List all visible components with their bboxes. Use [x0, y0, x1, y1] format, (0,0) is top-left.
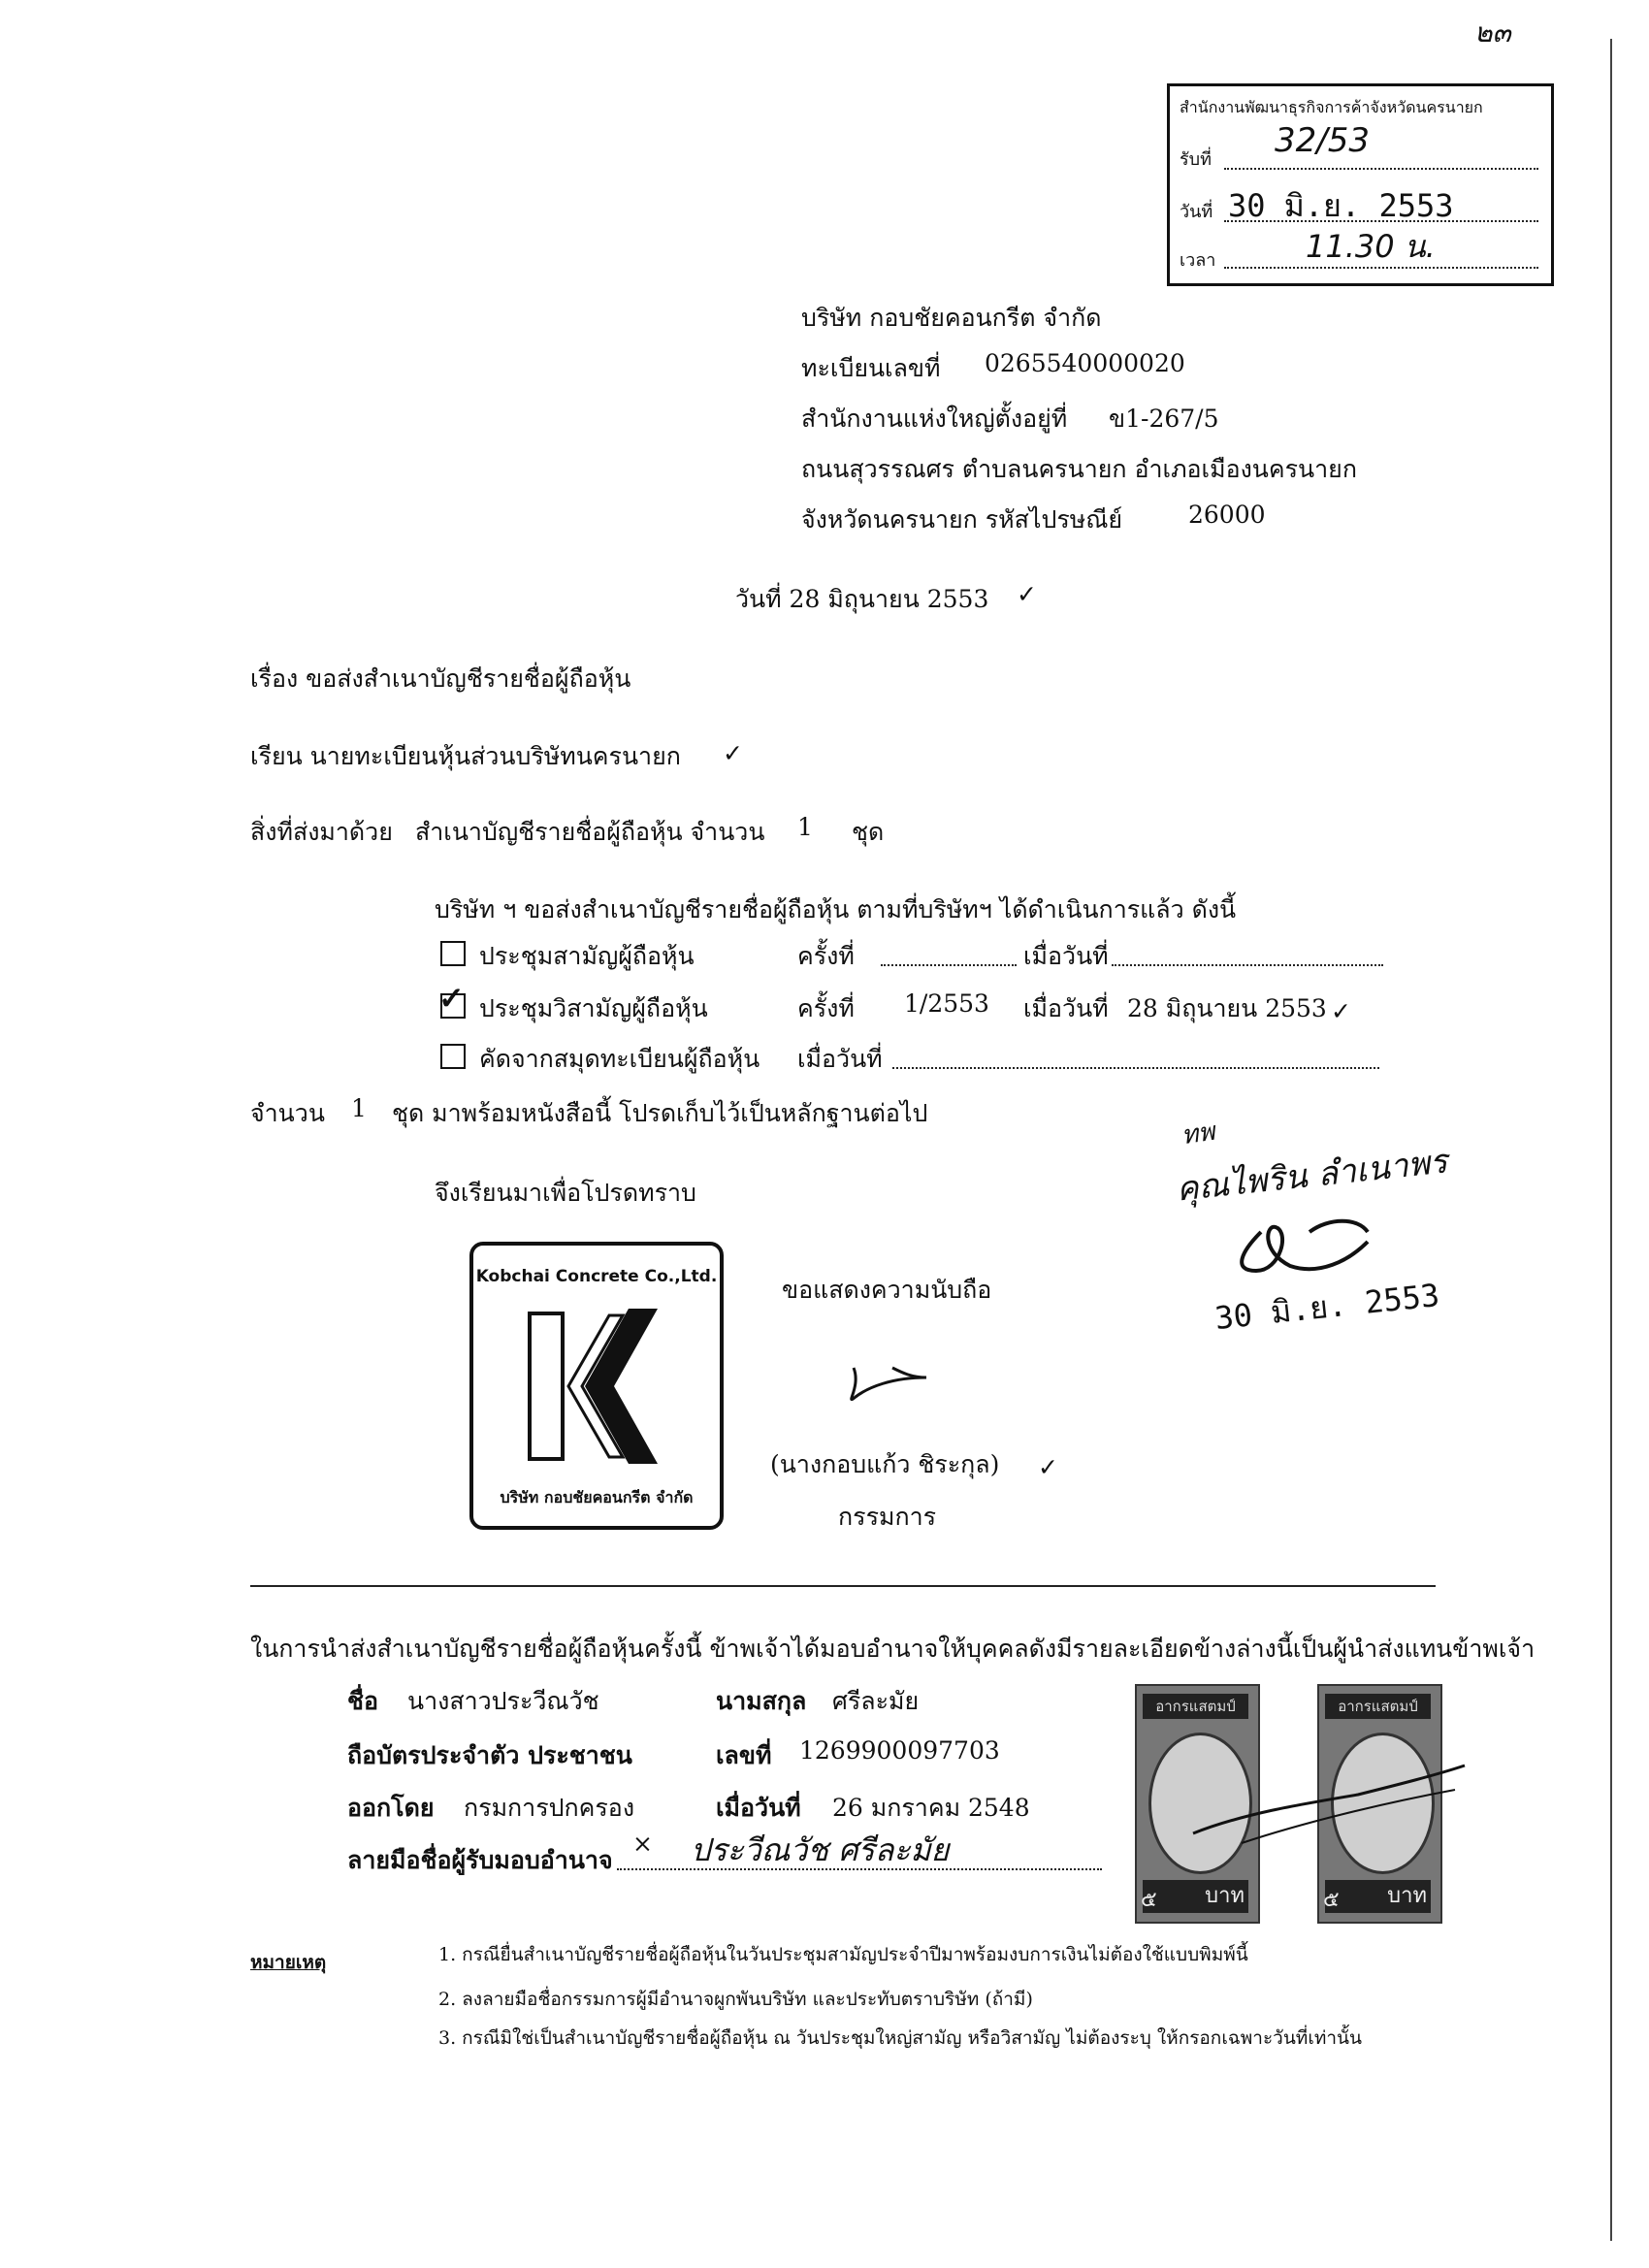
- receipt-received-label: รับที่: [1180, 149, 1212, 170]
- receipt-time: 11.30 น.: [1306, 228, 1436, 265]
- delegate-surname: ศรีละมัย: [832, 1687, 920, 1715]
- option-ordinary-label: ประชุมสามัญผู้ถือหุ้น: [479, 942, 695, 970]
- revenue-stamp-numeral: ๕: [1141, 1888, 1157, 1912]
- letter-date: วันที่ 28 มิถุนายน 2553: [735, 585, 989, 613]
- tick-mark: ✓: [1017, 580, 1037, 608]
- delegate-issued-by: กรมการปกครอง: [464, 1794, 635, 1822]
- option-extraordinary-date-label: เมื่อวันที่: [1023, 994, 1109, 1022]
- receipt-office: สำนักงานพัฒนาธุรกิจการค้าจังหวัดนครนายก: [1180, 98, 1483, 116]
- option-extraordinary-label: ประชุมวิสามัญผู้ถือหุ้น: [479, 994, 708, 1022]
- seal-top-text: Kobchai Concrete Co.,Ltd.: [475, 1267, 718, 1286]
- signatory-name: (นางกอบแก้ว ชิระกุล): [770, 1450, 1000, 1478]
- company-postal-code: 26000: [1188, 501, 1266, 529]
- option-ordinary-date-label: เมื่อวันที่: [1023, 942, 1109, 970]
- separator-line: [250, 1585, 1436, 1587]
- subject: เรื่อง ขอส่งสำเนาบัญชีรายชื่อผู้ถือหุ้น: [250, 664, 631, 693]
- handwritten-note-line2: คุณไพริน ลำเนาพร: [1174, 1142, 1450, 1210]
- check-mark-icon: ✓: [438, 980, 465, 1017]
- delegation-intro: ในการนำส่งสำเนาบัญชีรายชื่อผู้ถือหุ้นครั้งนี้ ข้าพเจ้าได้มอบอำนาจให้บุคคลดังมีรายละเอียดข้างล่างนี้เป็นผู้นำส่งแทนข้าพเจ้า: [250, 1635, 1536, 1663]
- stamp-cancellation-signature: [1183, 1746, 1474, 1863]
- closing: จึงเรียนมาเพื่อโปรดทราบ: [435, 1179, 696, 1207]
- tick-mark: ✓: [1038, 1453, 1058, 1481]
- delegate-issued-date: 26 มกราคม 2548: [832, 1794, 1030, 1822]
- signatory-title: กรรมการ: [838, 1503, 937, 1531]
- option-ordinary-time-label: ครั้งที่: [797, 942, 855, 970]
- company-seal: [469, 1242, 724, 1530]
- checkbox-register-copy[interactable]: [440, 1044, 466, 1069]
- tick-mark: ✓: [723, 739, 743, 767]
- delegate-signature-label: ลายมือชื่อผู้รับมอบอำนาจ: [347, 1846, 613, 1874]
- company-hq-no: ข1-267/5: [1109, 405, 1219, 433]
- kobchai-logo-icon: [522, 1304, 667, 1469]
- enclosure-text: สำเนาบัญชีรายชื่อผู้ถือหุ้น จำนวน: [415, 818, 765, 846]
- option-register-label: คัดจากสมุดทะเบียนผู้ถือหุ้น: [479, 1045, 760, 1073]
- recipient: เรียน นายทะเบียนหุ้นส่วนบริษัทนครนายก: [250, 742, 681, 770]
- receipt-received-no: 32/53: [1275, 121, 1370, 160]
- dotted-field: [881, 964, 1017, 966]
- handwritten-note-date: 30 มิ.ย. 2553: [1212, 1276, 1441, 1338]
- delegate-name-label: ชื่อ: [347, 1687, 378, 1715]
- handwritten-note-line1: ทพ: [1180, 1117, 1217, 1151]
- enclosure-unit: ชุด: [852, 818, 885, 846]
- enclosure-label: สิ่งที่ส่งมาด้วย: [250, 818, 393, 846]
- delegate-issued-date-label: เมื่อวันที่: [716, 1794, 801, 1822]
- revenue-stamp-head: อากรแสตมป์: [1325, 1694, 1431, 1719]
- company-hq-label: สำนักงานแห่งใหญ่ตั้งอยู่ที่: [801, 405, 1068, 433]
- notes-label: หมายเหตุ: [250, 1952, 327, 1973]
- revenue-stamp-head: อากรแสตมป์: [1143, 1694, 1248, 1719]
- option-extraordinary-date-value: 28 มิถุนายน 2553: [1127, 994, 1327, 1022]
- delegate-no-label: เลขที่: [716, 1741, 772, 1769]
- receipt-line: [1224, 168, 1538, 170]
- company-reg-no: 0265540000020: [985, 349, 1185, 377]
- director-signature: [834, 1348, 941, 1416]
- note-item: 1. กรณียื่นสำเนาบัญชีรายชื่อผู้ถือหุ้นในวันประชุมสามัญประจำปีมาพร้อมงบการเงินไม่ต้องใช้แบบพิมพ์นี้: [438, 1944, 1248, 1965]
- option-extraordinary-time-label: ครั้งที่: [797, 994, 855, 1022]
- enclosure-qty: 1: [797, 813, 813, 841]
- receipt-stamp: [1167, 83, 1554, 286]
- company-address: ถนนสุวรรณศร ตำบลนครนายก อำเภอเมืองนครนายก: [801, 455, 1357, 483]
- receipt-time-label: เวลา: [1180, 250, 1216, 271]
- note-item: 3. กรณีมิใช่เป็นสำเนาบัญชีรายชื่อผู้ถือหุ้น ณ วันประชุมใหญ่สามัญ หรือวิสามัญ ไม่ต้องระบุ ให้กรอกเฉพาะวันที่เท่านั้น: [438, 2027, 1362, 2049]
- option-extraordinary-time-value: 1/2553: [904, 989, 989, 1018]
- delegate-name: นางสาวประวีณวัช: [407, 1687, 599, 1715]
- company-reg-label: ทะเบียนเลขที่: [801, 354, 941, 382]
- option-register-date-label: เมื่อวันที่: [797, 1045, 883, 1073]
- quantity-value: 1: [351, 1094, 367, 1122]
- quantity-text: ชุด มาพร้อมหนังสือนี้ โปรดเก็บไว้เป็นหลักฐานต่อไป: [392, 1099, 928, 1127]
- company-name: บริษัท กอบชัยคอนกรีต จำกัด: [801, 304, 1102, 332]
- dotted-field: [1112, 964, 1383, 966]
- delegate-surname-label: นามสกุล: [716, 1687, 807, 1715]
- tick-mark: ✓: [1331, 997, 1351, 1025]
- checkbox-ordinary-meeting[interactable]: [440, 941, 466, 966]
- revenue-stamp-value: บาท: [1325, 1880, 1431, 1913]
- receipt-date: 30 มิ.ย. 2553: [1228, 187, 1454, 224]
- body-intro: บริษัท ฯ ขอส่งสำเนาบัญชีรายชื่อผู้ถือหุ้น ตามที่บริษัทฯ ได้ดำเนินการแล้ว ดังนี้: [435, 895, 1237, 923]
- page-right-edge: [1610, 39, 1612, 2241]
- dotted-field: [892, 1067, 1379, 1069]
- seal-bottom-text: บริษัท กอบชัยคอนกรีต จำกัด: [500, 1488, 694, 1507]
- quantity-label: จำนวน: [250, 1099, 325, 1127]
- delegate-id-no: 1269900097703: [799, 1736, 1000, 1765]
- revenue-stamp-numeral: ๕: [1323, 1888, 1340, 1912]
- page-number: ๒๓: [1474, 16, 1511, 49]
- delegate-id-label: ถือบัตรประจำตัว ประชาชน: [347, 1741, 632, 1769]
- revenue-stamp-value: บาท: [1143, 1880, 1248, 1913]
- note-item: 2. ลงลายมือชื่อกรรมการผู้มีอำนาจผูกพันบริษัท และประทับตราบริษัท (ถ้ามี): [438, 1989, 1033, 2010]
- company-province: จังหวัดนครนายก รหัสไปรษณีย์: [801, 505, 1123, 534]
- delegate-issued-label: ออกโดย: [347, 1794, 435, 1822]
- delegate-signature: ประวีณวัช ศรีละมัย: [691, 1831, 950, 1868]
- regards: ขอแสดงความนับถือ: [782, 1276, 992, 1304]
- cross-mark: ×: [632, 1830, 653, 1858]
- receipt-date-label: วันที่: [1180, 202, 1213, 222]
- approver-signature: [1222, 1193, 1387, 1290]
